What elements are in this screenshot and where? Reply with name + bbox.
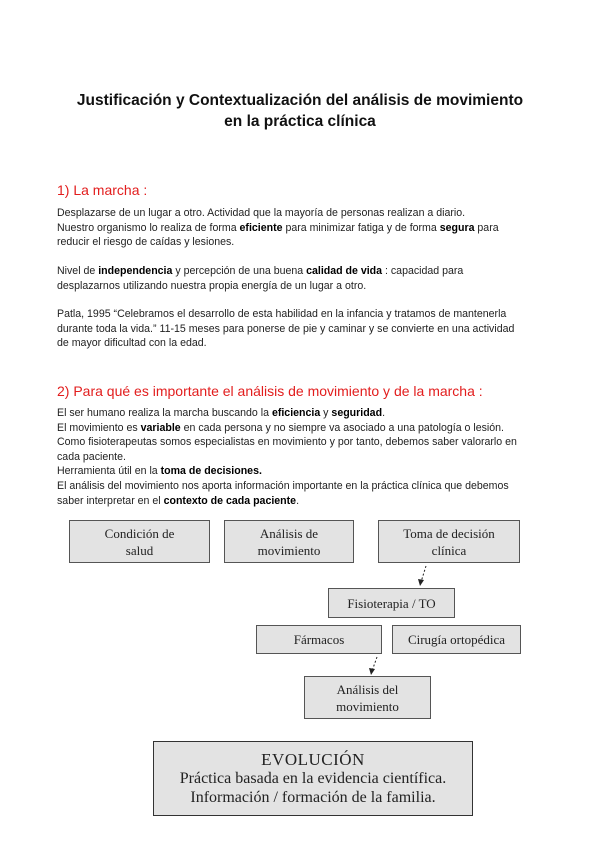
s1-p1-line-3: reducir el riesgo de caídas y lesiones. — [57, 236, 235, 249]
title-line-1: Justificación y Contextualización del análisis de movimiento — [76, 92, 524, 109]
s2-line-5: Herramienta útil en la toma de decisiones. — [57, 465, 262, 478]
arrow-toma-to-fisio — [421, 566, 426, 582]
s2-line-3: Como fisioterapeutas somos especialistas en movimiento y por tanto, debemos saber valorarlo en — [57, 436, 517, 449]
diagram-box-analisis-del-movimiento: Análisis del movimiento — [304, 676, 431, 719]
diagram-box-toma-de-decision: Toma de decisión clínica — [378, 520, 520, 563]
s2-line-1: El ser humano realiza la marcha buscando la eficiencia y seguridad. — [57, 407, 386, 419]
diagram-box-analisis-de-movimiento: Análisis de movimiento — [224, 520, 354, 563]
s1-p1-line-2: Nuestro organismo lo realiza de forma eficiente para minimizar fatiga y de forma segura para — [57, 221, 499, 234]
evolucion-title: EVOLUCIÓN — [261, 750, 365, 769]
s2-line-2: El movimiento es variable en cada persona y no siempre va asociado a una patología o lesión. — [57, 421, 504, 434]
evolucion-line-1: Práctica basada en la evidencia científica. — [179, 770, 447, 787]
s1-p3-line-1: Patla, 1995 “Celebramos el desarrollo de esta habilidad en la infancia y tratamos de mantenerla — [57, 308, 507, 320]
s1-p1-line-1: Desplazarse de un lugar a otro. Actividad que la mayoría de personas realizan a diario. — [57, 207, 466, 219]
s1-p2-line-2: desplazarnos utilizando nuestra propia energía de un lugar a otro. — [57, 279, 367, 292]
s2-line-4: cada paciente. — [57, 450, 126, 463]
section-1-heading: 1) La marcha : — [57, 182, 148, 198]
s1-p2-line-1: Nivel de independencia y percepción de una buena calidad de vida : capacidad para — [57, 265, 464, 277]
diagram-box-cirugia: Cirugía ortopédica — [392, 625, 521, 654]
diagram-box-condicion-de-salud: Condición de salud — [69, 520, 210, 563]
diagram-box-fisioterapia: Fisioterapia / TO — [328, 588, 455, 618]
diagram-box-farmacos: Fármacos — [256, 625, 382, 654]
s1-p3-line-2: durante toda la vida.” 11-15 meses para ponerse de pie y caminar y se convierte en una actividad — [57, 322, 515, 335]
arrowhead-toma-to-fisio — [418, 579, 424, 586]
evolucion-line-2: Información / formación de la familia. — [190, 789, 436, 806]
section-2-heading: 2) Para qué es importante el análisis de movimiento y de la marcha : — [57, 383, 483, 399]
s2-line-6: El análisis del movimiento nos aporta información importante en la práctica clínica que debemos — [57, 479, 509, 492]
s2-line-7: saber interpretar en el contexto de cada paciente. — [57, 494, 300, 507]
s1-p3-line-3: de mayor dificultad con la edad. — [57, 337, 207, 350]
title-line-2: en la práctica clínica — [224, 113, 376, 130]
arrowhead-farmacos-to-analisis — [369, 668, 375, 675]
